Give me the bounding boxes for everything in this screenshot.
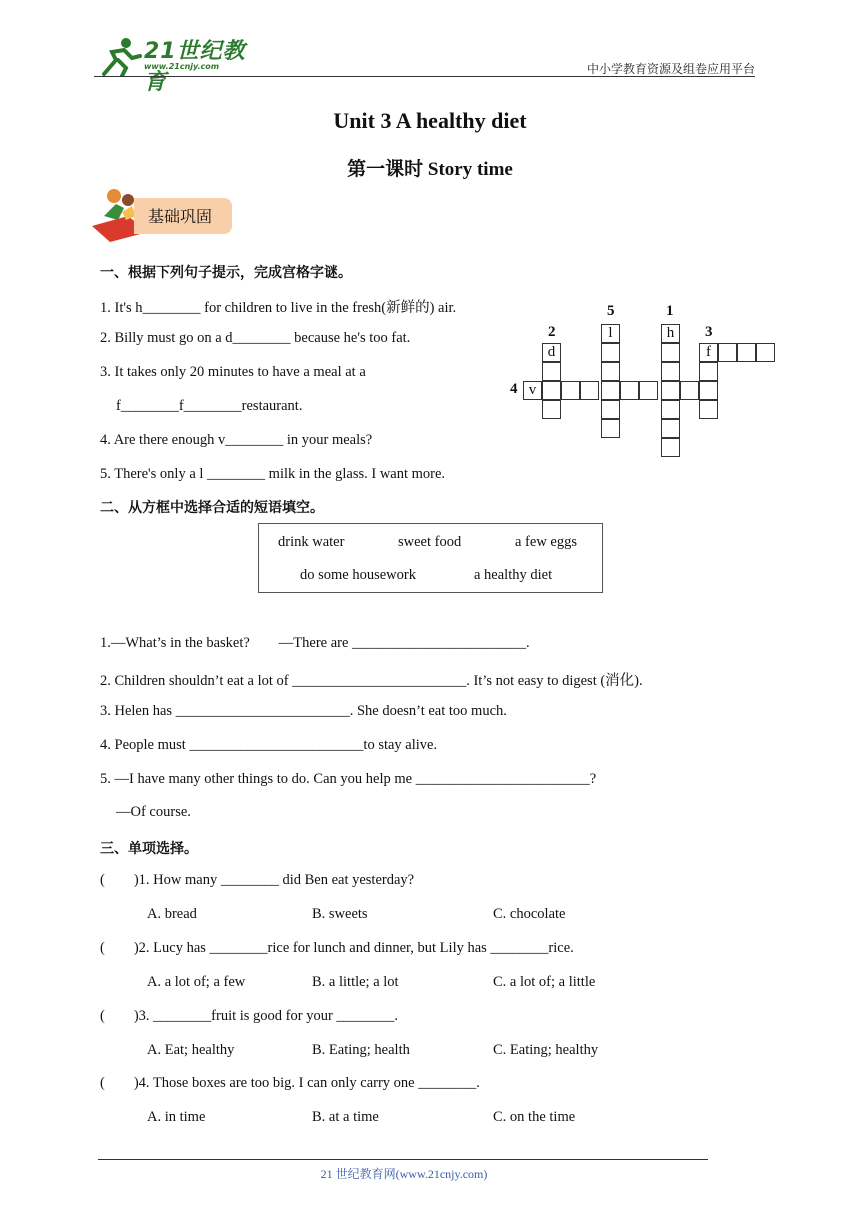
part1-item-5: 5. There's only a l ________ milk in the glass. I want more. [100,466,446,482]
clue-number-5: 5 [607,303,615,319]
cell-1-1[interactable]: h [661,324,680,343]
word-sweet-food: sweet food [398,534,462,550]
word-a-healthy-diet: a healthy diet [474,567,553,583]
header-divider [94,76,755,77]
logo-text: 21世纪教育 [144,39,246,95]
cell-1-2[interactable] [661,343,680,362]
cell-3-1[interactable]: f [699,343,718,362]
word-drink-water: drink water [278,534,345,550]
q1-option-a: A. bread [147,906,197,922]
cell-5-6[interactable] [601,419,620,438]
question-2: ( )2. Lucy has ________rice for lunch and dinner, but Lily has ________rice. [100,940,574,956]
part2-item-2: 2. Children shouldn’t eat a lot of ________________________. It’s not easy to digest (消化). [100,673,643,689]
q3-option-c: C. Eating; healthy [493,1042,599,1058]
q1-option-c: C. chocolate [493,906,566,922]
cell-3-2[interactable] [718,343,737,362]
clue-number-1: 1 [666,303,674,319]
part1-item-4: 4. Are there enough v________ in your meals? [100,432,373,448]
cell-2-2[interactable] [542,362,561,381]
q4-option-c: C. on the time [493,1109,576,1125]
page-subtitle: 第一课时 Story time [347,159,513,180]
q2-option-b: B. a little; a lot [312,974,399,990]
platform-label: 中小学教育资源及组卷应用平台 [586,62,755,76]
footer-link[interactable]: 21 世纪教育网(www.21cnjy.com) [320,1167,488,1181]
part1-heading: 一、根据下列句子提示，完成宫格字谜。 [100,265,352,281]
cell-4-1[interactable]: v [523,381,542,400]
runner-icon [96,36,142,76]
part2-item-4: 4. People must ________________________to stay alive. [100,737,438,753]
q3-option-a: A. Eat; healthy [147,1042,235,1058]
clue-number-3: 3 [705,324,713,340]
question-1: ( )1. How many ________ did Ben eat yesterday? [100,872,415,888]
cell-4-3[interactable] [561,381,580,400]
question-3: ( )3. ________fruit is good for your ________. [100,1008,399,1024]
page-title: Unit 3 A healthy diet [333,108,527,133]
part1-item-1: 1. It's h________ for children to live in the fresh(新鲜的) air. [100,300,457,316]
clue-number-4: 4 [510,381,518,397]
cell-3-down-2[interactable] [699,381,718,400]
cell-1-3[interactable] [661,362,680,381]
part1-item-3: 3. It takes only 20 minutes to have a meal at a [100,364,366,380]
part1-item-3-cont: f________f________restaurant. [116,398,303,414]
cell-1-6[interactable] [661,419,680,438]
part2-heading: 二、从方框中选择合适的短语填空。 [100,500,324,516]
word-a-few-eggs: a few eggs [515,534,578,550]
q2-option-c: C. a lot of; a little [493,974,596,990]
word-do-some-housework: do some housework [300,567,416,583]
cell-4-9[interactable] [680,381,699,400]
cell-5-3[interactable] [601,362,620,381]
question-4: ( )4. Those boxes are too big. I can only carry one ________. [100,1075,480,1091]
logo-url: www.21cnjy.com [144,62,220,71]
site-logo [96,34,256,95]
badge-label: 基础巩固 [148,207,213,226]
cell-4-4[interactable] [580,381,599,400]
clue-number-2: 2 [548,324,556,340]
section-badge [134,198,232,234]
cell-5-4[interactable] [601,381,620,400]
cell-1-4[interactable] [661,381,680,400]
q4-option-b: B. at a time [312,1109,379,1125]
cell-3-down-3[interactable] [699,400,718,419]
cell-4-7[interactable] [639,381,658,400]
cell-5-2[interactable] [601,343,620,362]
cell-3-3[interactable] [737,343,756,362]
cell-2-1[interactable]: d [542,343,561,362]
cell-3-4[interactable] [756,343,775,362]
q3-option-b: B. Eating; health [312,1042,410,1058]
cell-4-6[interactable] [620,381,639,400]
part2-item-5-reply: —Of course. [116,804,191,820]
cell-5-1[interactable]: l [601,324,620,343]
part3-heading: 三、单项选择。 [100,841,198,857]
part1-item-2: 2. Billy must go on a d________ because he's too fat. [100,330,411,346]
cell-1-7[interactable] [661,438,680,457]
part2-item-5: 5. —I have many other things to do. Can you help me ________________________? [100,771,597,787]
cell-1-5[interactable] [661,400,680,419]
word-bank [258,523,603,593]
cell-2-4[interactable] [542,400,561,419]
part2-item-3: 3. Helen has ________________________. She doesn’t eat too much. [100,703,507,719]
q2-option-a: A. a lot of; a few [147,974,246,990]
part2-item-1: 1.—What’s in the basket? —There are ________________________. [100,635,530,651]
q1-option-b: B. sweets [312,906,368,922]
cell-5-5[interactable] [601,400,620,419]
cell-3-down-1[interactable] [699,362,718,381]
footer-divider [98,1159,708,1160]
cell-2-3[interactable] [542,381,561,400]
q4-option-a: A. in time [147,1109,206,1125]
